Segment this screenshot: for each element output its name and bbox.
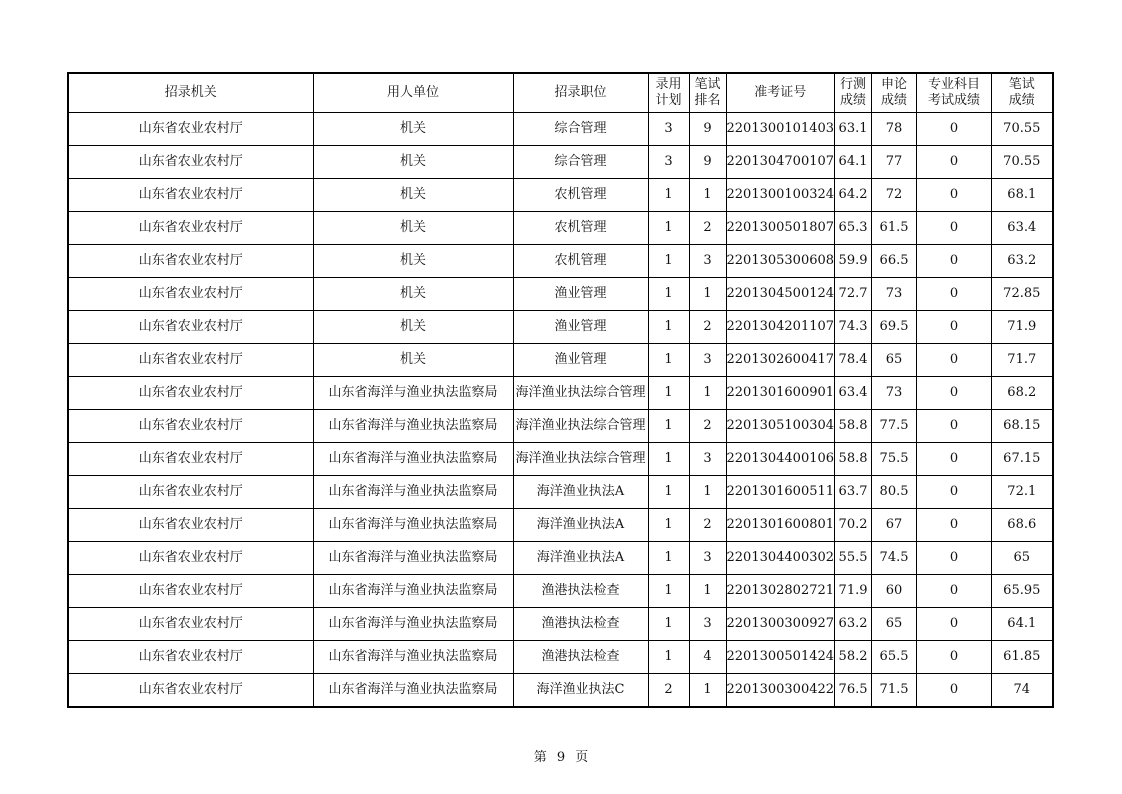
cell-written-score: 68.6 (992, 509, 1053, 542)
cell-written-rank: 2 (689, 311, 726, 344)
cell-agency: 山东省农业农村厅 (68, 245, 313, 278)
cell-major-score: 0 (917, 278, 992, 311)
cell-written-rank: 3 (689, 344, 726, 377)
cell-exam-id: 2201300501807 (726, 212, 835, 245)
cell-employer: 山东省海洋与渔业执法监察局 (313, 608, 513, 641)
cell-employer: 山东省海洋与渔业执法监察局 (313, 377, 513, 410)
cell-shenlun-score: 73 (872, 377, 917, 410)
table-row (68, 443, 1053, 476)
cell-major-score: 0 (917, 245, 992, 278)
cell-employer: 山东省海洋与渔业执法监察局 (313, 575, 513, 608)
cell-major-score: 0 (917, 410, 992, 443)
cell-position: 海洋渔业执法A (513, 542, 648, 575)
cell-xingce-score: 70.2 (835, 509, 872, 542)
cell-written-rank: 1 (689, 179, 726, 212)
cell-agency: 山东省农业农村厅 (68, 509, 313, 542)
table-row (68, 575, 1053, 608)
cell-exam-id: 2201301600801 (726, 509, 835, 542)
cell-agency: 山东省农业农村厅 (68, 179, 313, 212)
cell-exam-id: 2201302802721 (726, 575, 835, 608)
header-shenlun-score (872, 73, 917, 113)
cell-employer: 机关 (313, 278, 513, 311)
cell-position: 海洋渔业执法A (513, 509, 648, 542)
cell-position: 海洋渔业执法A (513, 476, 648, 509)
cell-written-rank: 1 (689, 674, 726, 708)
cell-written-rank: 1 (689, 575, 726, 608)
cell-employer: 山东省海洋与渔业执法监察局 (313, 542, 513, 575)
cell-written-rank: 2 (689, 212, 726, 245)
cell-position: 海洋渔业执法综合管理 (513, 443, 648, 476)
table-row (68, 542, 1053, 575)
table-row (68, 245, 1053, 278)
cell-quota: 1 (648, 542, 689, 575)
table-row (68, 344, 1053, 377)
cell-position: 农机管理 (513, 245, 648, 278)
header-agency (68, 73, 313, 113)
cell-exam-id: 2201302600417 (726, 344, 835, 377)
cell-exam-id: 2201300101403 (726, 113, 835, 146)
cell-xingce-score: 63.2 (835, 608, 872, 641)
cell-written-rank: 9 (689, 146, 726, 179)
cell-exam-id: 2201300300422 (726, 674, 835, 708)
cell-shenlun-score: 74.5 (872, 542, 917, 575)
cell-major-score: 0 (917, 674, 992, 708)
cell-written-score: 71.9 (992, 311, 1053, 344)
header-written-score-line: 成绩 (1008, 93, 1035, 108)
cell-employer: 机关 (313, 113, 513, 146)
page-footer (0, 746, 1122, 765)
cell-written-score: 68.2 (992, 377, 1053, 410)
cell-agency: 山东省农业农村厅 (68, 113, 313, 146)
cell-major-score: 0 (917, 212, 992, 245)
cell-employer: 山东省海洋与渔业执法监察局 (313, 476, 513, 509)
header-major-score (917, 73, 992, 113)
cell-xingce-score: 65.3 (835, 212, 872, 245)
cell-shenlun-score: 77.5 (872, 410, 917, 443)
cell-xingce-score: 58.2 (835, 641, 872, 674)
cell-quota: 1 (648, 608, 689, 641)
cell-quota: 1 (648, 410, 689, 443)
score-table (67, 72, 1054, 708)
cell-written-rank: 4 (689, 641, 726, 674)
cell-quota: 1 (648, 443, 689, 476)
cell-major-score: 0 (917, 575, 992, 608)
header-position (513, 73, 648, 113)
cell-position: 海洋渔业执法综合管理 (513, 410, 648, 443)
cell-agency: 山东省农业农村厅 (68, 410, 313, 443)
cell-major-score: 0 (917, 113, 992, 146)
cell-written-score: 70.55 (992, 146, 1053, 179)
cell-xingce-score: 74.3 (835, 311, 872, 344)
cell-position: 海洋渔业执法C (513, 674, 648, 708)
cell-shenlun-score: 80.5 (872, 476, 917, 509)
cell-employer: 机关 (313, 146, 513, 179)
cell-agency: 山东省农业农村厅 (68, 575, 313, 608)
header-major-score-line: 专业科目 (928, 77, 981, 92)
cell-exam-id: 2201304201107 (726, 311, 835, 344)
cell-position: 渔港执法检查 (513, 608, 648, 641)
cell-quota: 1 (648, 311, 689, 344)
cell-major-score: 0 (917, 443, 992, 476)
cell-agency: 山东省农业农村厅 (68, 278, 313, 311)
cell-exam-id: 2201304500124 (726, 278, 835, 311)
cell-position: 农机管理 (513, 212, 648, 245)
cell-quota: 1 (648, 641, 689, 674)
cell-quota: 1 (648, 377, 689, 410)
header-written-score (992, 73, 1053, 113)
header-shenlun-score-line: 申论 (881, 77, 908, 92)
cell-quota: 1 (648, 179, 689, 212)
cell-xingce-score: 55.5 (835, 542, 872, 575)
cell-written-score: 63.4 (992, 212, 1053, 245)
cell-quota: 1 (648, 245, 689, 278)
header-quota-line: 计划 (655, 93, 682, 108)
cell-xingce-score: 58.8 (835, 443, 872, 476)
cell-exam-id: 2201305100304 (726, 410, 835, 443)
cell-employer: 山东省海洋与渔业执法监察局 (313, 443, 513, 476)
cell-shenlun-score: 78 (872, 113, 917, 146)
cell-position: 渔业管理 (513, 344, 648, 377)
cell-employer: 机关 (313, 245, 513, 278)
cell-exam-id: 2201301600511 (726, 476, 835, 509)
header-xingce-score-line: 成绩 (840, 93, 867, 108)
page-label-suffix: 页 (575, 750, 589, 765)
header-employer (313, 73, 513, 113)
cell-major-score: 0 (917, 377, 992, 410)
table-body (68, 113, 1053, 708)
cell-agency: 山东省农业农村厅 (68, 344, 313, 377)
cell-shenlun-score: 71.5 (872, 674, 917, 708)
cell-agency: 山东省农业农村厅 (68, 212, 313, 245)
table-header-row (68, 73, 1053, 113)
table-row (68, 311, 1053, 344)
cell-agency: 山东省农业农村厅 (68, 674, 313, 708)
page-label-prefix: 第 (533, 750, 547, 765)
cell-quota: 1 (648, 344, 689, 377)
cell-employer: 山东省海洋与渔业执法监察局 (313, 509, 513, 542)
cell-position: 渔港执法检查 (513, 641, 648, 674)
cell-agency: 山东省农业农村厅 (68, 542, 313, 575)
cell-xingce-score: 63.7 (835, 476, 872, 509)
cell-exam-id: 2201304400106 (726, 443, 835, 476)
cell-shenlun-score: 73 (872, 278, 917, 311)
cell-exam-id: 2201305300608 (726, 245, 835, 278)
cell-written-score: 70.55 (992, 113, 1053, 146)
cell-shenlun-score: 61.5 (872, 212, 917, 245)
cell-position: 海洋渔业执法综合管理 (513, 377, 648, 410)
cell-major-score: 0 (917, 509, 992, 542)
cell-quota: 2 (648, 674, 689, 708)
table-row (68, 641, 1053, 674)
cell-written-rank: 2 (689, 410, 726, 443)
cell-quota: 1 (648, 509, 689, 542)
cell-agency: 山东省农业农村厅 (68, 641, 313, 674)
header-quota (648, 73, 689, 113)
cell-written-score: 65 (992, 542, 1053, 575)
cell-major-score: 0 (917, 146, 992, 179)
cell-agency: 山东省农业农村厅 (68, 311, 313, 344)
cell-written-score: 71.7 (992, 344, 1053, 377)
header-written-rank-line: 排名 (694, 93, 721, 108)
cell-shenlun-score: 60 (872, 575, 917, 608)
cell-written-rank: 2 (689, 509, 726, 542)
header-employer-line: 用人单位 (386, 85, 439, 100)
cell-position: 综合管理 (513, 146, 648, 179)
cell-written-score: 74 (992, 674, 1053, 708)
cell-written-rank: 3 (689, 443, 726, 476)
cell-employer: 山东省海洋与渔业执法监察局 (313, 641, 513, 674)
cell-exam-id: 2201300501424 (726, 641, 835, 674)
cell-position: 综合管理 (513, 113, 648, 146)
table-row (68, 113, 1053, 146)
header-exam-id-line: 准考证号 (754, 85, 807, 100)
cell-written-rank: 3 (689, 542, 726, 575)
table-row (68, 410, 1053, 443)
header-xingce-score (835, 73, 872, 113)
header-major-score-line: 考试成绩 (928, 93, 981, 108)
cell-employer: 机关 (313, 344, 513, 377)
cell-major-score: 0 (917, 344, 992, 377)
cell-written-rank: 3 (689, 245, 726, 278)
cell-agency: 山东省农业农村厅 (68, 608, 313, 641)
header-written-rank (689, 73, 726, 113)
cell-written-score: 61.85 (992, 641, 1053, 674)
cell-written-score: 72.85 (992, 278, 1053, 311)
cell-written-rank: 9 (689, 113, 726, 146)
cell-position: 渔业管理 (513, 278, 648, 311)
cell-employer: 机关 (313, 311, 513, 344)
cell-exam-id: 2201304700107 (726, 146, 835, 179)
table-row (68, 179, 1053, 212)
cell-agency: 山东省农业农村厅 (68, 146, 313, 179)
cell-written-score: 68.15 (992, 410, 1053, 443)
cell-written-score: 68.1 (992, 179, 1053, 212)
cell-major-score: 0 (917, 542, 992, 575)
cell-xingce-score: 63.4 (835, 377, 872, 410)
cell-employer: 山东省海洋与渔业执法监察局 (313, 410, 513, 443)
table-row (68, 509, 1053, 542)
table-row (68, 278, 1053, 311)
cell-shenlun-score: 69.5 (872, 311, 917, 344)
page-number: 9 (556, 750, 566, 765)
cell-employer: 机关 (313, 212, 513, 245)
cell-shenlun-score: 66.5 (872, 245, 917, 278)
header-exam-id (726, 73, 835, 113)
cell-major-score: 0 (917, 179, 992, 212)
cell-exam-id: 2201304400302 (726, 542, 835, 575)
header-quota-line: 录用 (655, 77, 682, 92)
cell-quota: 1 (648, 476, 689, 509)
cell-agency: 山东省农业农村厅 (68, 443, 313, 476)
cell-shenlun-score: 75.5 (872, 443, 917, 476)
cell-xingce-score: 71.9 (835, 575, 872, 608)
header-written-rank-line: 笔试 (694, 77, 721, 92)
cell-written-rank: 3 (689, 608, 726, 641)
cell-written-rank: 1 (689, 476, 726, 509)
cell-exam-id: 2201300100324 (726, 179, 835, 212)
header-shenlun-score-line: 成绩 (881, 93, 908, 108)
cell-xingce-score: 76.5 (835, 674, 872, 708)
cell-shenlun-score: 77 (872, 146, 917, 179)
table-row (68, 146, 1053, 179)
cell-agency: 山东省农业农村厅 (68, 476, 313, 509)
table-row (68, 377, 1053, 410)
cell-quota: 3 (648, 113, 689, 146)
cell-position: 农机管理 (513, 179, 648, 212)
table-row (68, 212, 1053, 245)
cell-written-rank: 1 (689, 377, 726, 410)
header-xingce-score-line: 行测 (840, 77, 867, 92)
cell-written-rank: 1 (689, 278, 726, 311)
cell-exam-id: 2201301600901 (726, 377, 835, 410)
header-agency-line: 招录机关 (164, 85, 217, 100)
cell-shenlun-score: 65 (872, 344, 917, 377)
table-row (68, 674, 1053, 708)
cell-exam-id: 2201300300927 (726, 608, 835, 641)
cell-position: 渔港执法检查 (513, 575, 648, 608)
cell-major-score: 0 (917, 311, 992, 344)
cell-written-score: 64.1 (992, 608, 1053, 641)
header-position-line: 招录职位 (554, 85, 607, 100)
cell-shenlun-score: 72 (872, 179, 917, 212)
cell-shenlun-score: 67 (872, 509, 917, 542)
cell-xingce-score: 63.1 (835, 113, 872, 146)
cell-shenlun-score: 65.5 (872, 641, 917, 674)
cell-xingce-score: 64.1 (835, 146, 872, 179)
table-row (68, 608, 1053, 641)
cell-major-score: 0 (917, 476, 992, 509)
cell-employer: 机关 (313, 179, 513, 212)
cell-written-score: 65.95 (992, 575, 1053, 608)
cell-written-score: 63.2 (992, 245, 1053, 278)
cell-written-score: 67.15 (992, 443, 1053, 476)
cell-xingce-score: 78.4 (835, 344, 872, 377)
cell-position: 渔业管理 (513, 311, 648, 344)
cell-major-score: 0 (917, 641, 992, 674)
cell-quota: 3 (648, 146, 689, 179)
cell-agency: 山东省农业农村厅 (68, 377, 313, 410)
cell-xingce-score: 58.8 (835, 410, 872, 443)
cell-xingce-score: 72.7 (835, 278, 872, 311)
cell-xingce-score: 59.9 (835, 245, 872, 278)
cell-shenlun-score: 65 (872, 608, 917, 641)
header-written-score-line: 笔试 (1008, 77, 1035, 92)
table-row (68, 476, 1053, 509)
cell-xingce-score: 64.2 (835, 179, 872, 212)
cell-quota: 1 (648, 575, 689, 608)
cell-major-score: 0 (917, 608, 992, 641)
cell-quota: 1 (648, 278, 689, 311)
cell-quota: 1 (648, 212, 689, 245)
cell-employer: 山东省海洋与渔业执法监察局 (313, 674, 513, 708)
cell-written-score: 72.1 (992, 476, 1053, 509)
